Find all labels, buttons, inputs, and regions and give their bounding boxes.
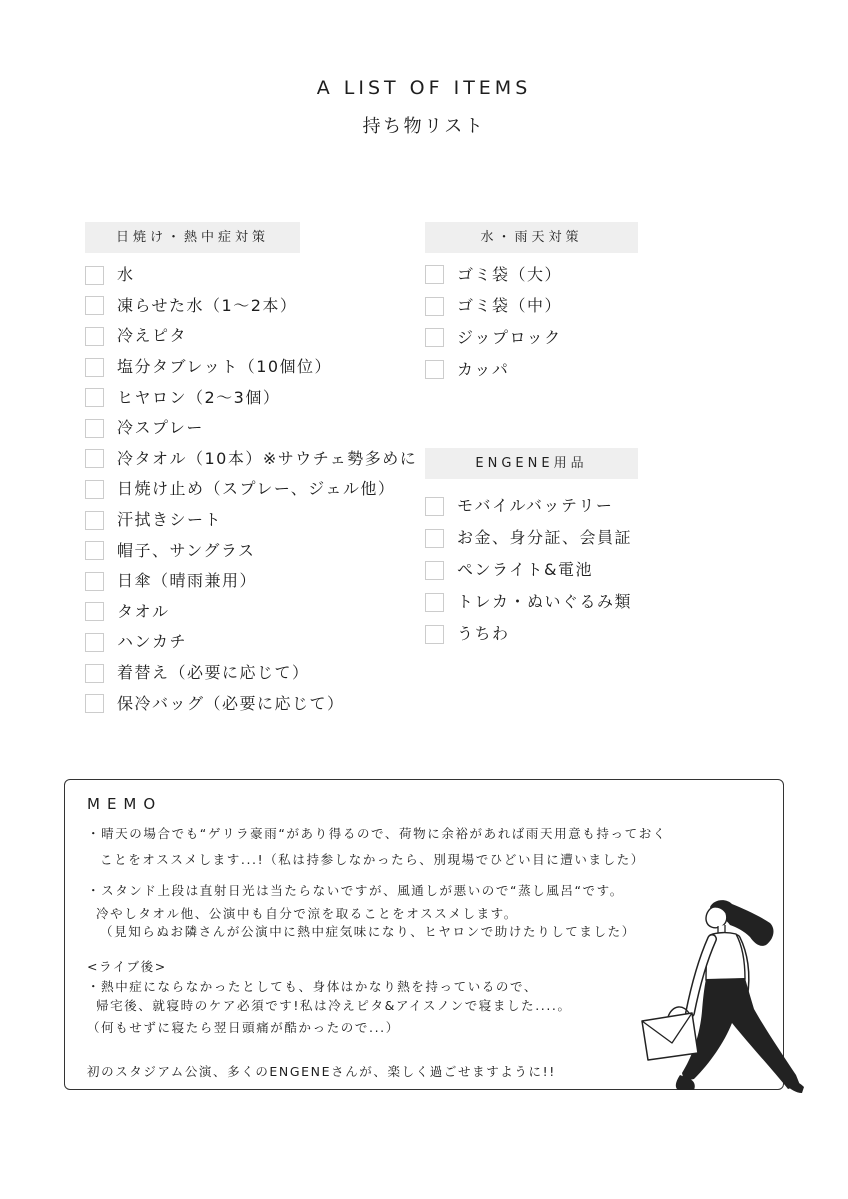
checkbox[interactable] (85, 480, 104, 499)
checkbox[interactable] (85, 572, 104, 591)
item-label: ハンカチ (117, 632, 188, 652)
checkbox[interactable] (85, 602, 104, 621)
checklist-item (85, 260, 417, 291)
item-label: ゴミ袋（大） (457, 264, 563, 284)
checklist-item (425, 322, 562, 354)
checklist-item (425, 291, 562, 323)
checkbox[interactable] (85, 388, 104, 407)
checklist-item (85, 505, 417, 536)
memo-line: ・スタンド上段は直射日光は当たらないですが、風通しが悪いので“蒸し風呂“です。 (87, 883, 624, 898)
item-label: 汗拭きシート (117, 510, 223, 530)
checkbox[interactable] (425, 328, 444, 347)
checklist-item (85, 627, 417, 658)
memo-line: ・晴天の場合でも“ゲリラ豪雨“があり得るので、荷物に余裕があれば雨天用意も持っておく (87, 826, 667, 841)
item-label: 凍らせた水（1〜2本） (117, 295, 298, 315)
checklist-item (85, 658, 417, 689)
checklist-item (85, 688, 417, 719)
checkbox[interactable] (425, 265, 444, 284)
item-label: うちわ (457, 624, 510, 643)
memo-line: 冷やしタオル他、公演中も自分で涼を取ることをオススメします。 (96, 906, 518, 921)
checkbox[interactable] (85, 664, 104, 683)
checklist-item (85, 535, 417, 566)
checkbox[interactable] (425, 529, 444, 548)
item-label: 冷えピタ (117, 326, 188, 346)
checklist-item (85, 597, 417, 628)
section-heading-heat: 日焼け・熱中症対策 (85, 222, 300, 253)
item-label: 着替え（必要に応じて） (117, 663, 310, 683)
item-label: ゴミ袋（中） (457, 296, 563, 316)
memo-line: （見知らぬお隣さんが公演中に熱中症気味になり、ヒヤロンで助けたりしてました） (100, 924, 636, 939)
checklist-item (85, 566, 417, 597)
checkbox[interactable] (85, 511, 104, 530)
memo-line: （何もせずに寝たら翌日頭痛が酷かったので...） (87, 1020, 400, 1035)
checkbox[interactable] (425, 497, 444, 516)
checkbox[interactable] (85, 266, 104, 285)
checklist-item (85, 382, 417, 413)
checklist-item (85, 474, 417, 505)
section-heading-rain: 水・雨天対策 (425, 222, 638, 253)
page-title: A LIST OF ITEMS (316, 77, 532, 99)
checklist-item (85, 321, 417, 352)
bag-body (642, 1013, 698, 1060)
item-label: 冷スプレー (117, 418, 204, 438)
item-label: モバイルバッテリー (457, 496, 614, 515)
checkbox[interactable] (85, 296, 104, 315)
checkbox[interactable] (425, 625, 444, 644)
checklist-item (425, 354, 562, 386)
checklist-item (85, 291, 417, 322)
checkbox[interactable] (425, 297, 444, 316)
pants-shape (682, 978, 800, 1089)
item-label: ペンライト&電池 (457, 560, 593, 579)
checkbox[interactable] (85, 327, 104, 346)
checkbox[interactable] (85, 449, 104, 468)
memo-heading: MEMO (87, 795, 163, 813)
checkbox[interactable] (425, 561, 444, 580)
item-label: 塩分タブレット（10個位） (117, 357, 333, 377)
item-label: トレカ・ぬいぐるみ類 (457, 592, 633, 611)
checkbox[interactable] (425, 360, 444, 379)
item-label: 帽子、サングラス (117, 540, 256, 560)
checkbox[interactable] (85, 419, 104, 438)
walking-woman-illustration (630, 893, 805, 1100)
item-label: 日焼け止め（スプレー、ジェル他） (117, 479, 396, 499)
item-label: 保冷バッグ（必要に応じて） (117, 693, 345, 713)
checklist-item (425, 554, 632, 586)
checklist-item (425, 259, 562, 291)
memo-line: 初のスタジアム公演、多くのENGENEさんが、楽しく過ごせますように!! (87, 1064, 556, 1079)
item-label: 水 (117, 265, 135, 285)
checkbox[interactable] (85, 694, 104, 713)
memo-line: 帰宅後、就寝時のケア必須です!私は冷えピタ&アイスノンで寝ました....。 (96, 998, 572, 1013)
section-heading-engene: ENGENE用品 (425, 448, 638, 479)
checkbox[interactable] (85, 633, 104, 652)
checklist-item (425, 490, 632, 522)
memo-line: ・熱中症にならなかったとしても、身体はかなり熱を持っているので、 (87, 979, 538, 994)
checklist-rain (425, 259, 562, 385)
memo-line: <ライブ後> (87, 959, 167, 974)
checklist-engene (425, 490, 632, 650)
checklist-item (85, 444, 417, 475)
item-label: お金、身分証、会員証 (457, 528, 633, 547)
checklist-item (425, 522, 632, 554)
checkbox[interactable] (425, 593, 444, 612)
checklist-item (85, 413, 417, 444)
checklist-heat (85, 260, 417, 719)
checkbox[interactable] (85, 358, 104, 377)
checklist-item (85, 352, 417, 383)
checkbox[interactable] (85, 541, 104, 560)
memo-line: ことをオススメします...!（私は持参しなかったら、別現場でひどい目に遭いました） (100, 852, 645, 867)
item-label: ジップロック (457, 327, 562, 347)
head-shape (706, 907, 727, 928)
item-label: タオル (117, 601, 170, 621)
item-label: 冷タオル（10本）※サウチェ勢多めに (117, 448, 418, 468)
item-label: カッパ (457, 359, 510, 379)
checklist-item (425, 618, 632, 650)
checklist-item (425, 586, 632, 618)
item-label: ヒヤロン（2〜3個） (117, 387, 281, 407)
page-subtitle: 持ち物リスト (362, 116, 486, 137)
item-label: 日傘（晴雨兼用） (117, 571, 258, 591)
